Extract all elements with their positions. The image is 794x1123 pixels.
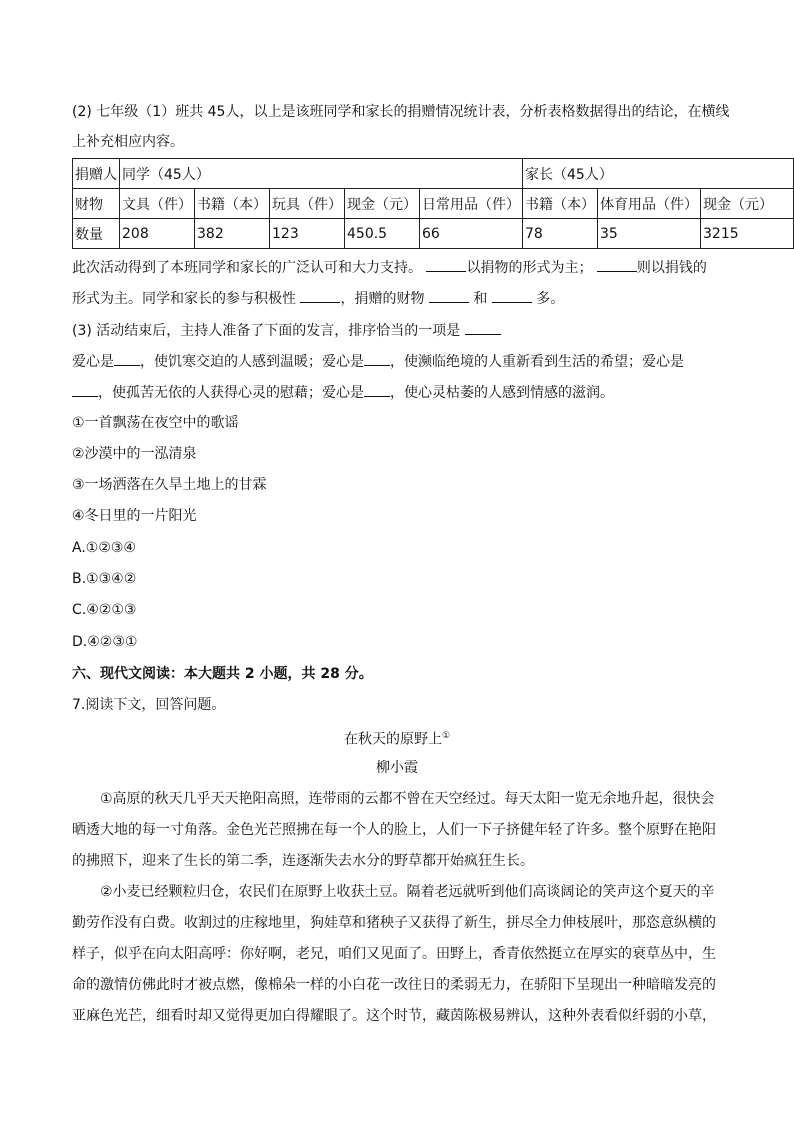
answer-blank	[465, 320, 501, 335]
conclusion-text: 则以捐钱的	[636, 260, 707, 276]
article-title-text: 在秋天的原野上	[343, 731, 442, 748]
table-cell: 450.5	[345, 219, 420, 249]
paragraph-2-line: 勤劳作没有白费。收割过的庄稼地里，狗娃草和猪秧子又获得了新生，拼尽全力伸枝展叶，那恣意纵横的	[72, 915, 716, 931]
list-item: ②沙漠中的一泓清泉	[72, 446, 197, 462]
paragraph-1-line: ①高原的秋天几乎天天艳阳高照，连带雨的云都不曾在天空经过。每天太阳一览无余地升起，很快会	[100, 791, 715, 807]
option-d: D.④②③①	[72, 634, 138, 650]
list-item: ①一首飘荡在夜空中的歌谣	[72, 415, 239, 431]
sentence-line-2	[72, 382, 614, 403]
conclusion-text: 形式为主。同学和家长的参与积极性	[72, 291, 296, 307]
sentence-text: ，使孤苦无依的人获得心灵的慰藉；爱心是	[98, 385, 364, 401]
sentence-text: 爱心是	[72, 354, 114, 370]
table-cell: 财物	[73, 189, 120, 219]
table-cell: 捐赠人	[73, 159, 120, 189]
table-cell: 382	[195, 219, 270, 249]
donation-table	[72, 158, 794, 249]
table-cell: 体育用品（件）	[598, 189, 701, 219]
paragraph-2-line: 亚麻色光芒，细看时却又觉得更加白得耀眼了。这个时节，藏茵陈极易辨认，这种外表看似纤弱的小草，	[72, 1008, 716, 1024]
question-7-prompt: 7.阅读下文，回答问题。	[72, 697, 226, 713]
answer-blank	[300, 288, 340, 303]
conclusion-text: 多。	[536, 291, 565, 307]
answer-blank	[364, 382, 390, 397]
sentence-line-1	[72, 351, 684, 372]
conclusion-line-1	[72, 257, 707, 278]
answer-blank	[492, 288, 532, 303]
answer-blank	[72, 382, 98, 397]
paragraph-1-line: 的拂照下，迎来了生长的第二季，连逐渐失去水分的野草都开始疯狂生长。	[72, 853, 534, 869]
paragraph-2-line: 命的激情仿佛此时才被点燃，像棉朵一样的小白花一改往日的柔弱无力，在骄阳下呈现出一种暗暗发亮的	[72, 977, 716, 993]
conclusion-text: 以捐物的形式为主；	[466, 260, 593, 276]
table-row-quantities	[73, 219, 794, 249]
article-author: 柳小霞	[376, 760, 418, 776]
table-cell: 文具（件）	[120, 189, 195, 219]
answer-blank	[429, 288, 469, 303]
conclusion-line-2	[72, 288, 564, 309]
table-cell: 现金（元）	[345, 189, 420, 219]
question-2-line-2: 上补充相应内容。	[72, 134, 184, 150]
sentence-text: ，使濒临绝境的人重新看到生活的希望；爱心是	[390, 354, 684, 370]
conclusion-text: ，捐赠的财物	[340, 291, 425, 307]
table-cell: 书籍（本）	[195, 189, 270, 219]
paragraph-2-line: ②小麦已经颗粒归仓，农民们在原野上收获土豆。隔着老远就听到他们高谈阔论的笑声这个夏天的辛	[100, 884, 715, 900]
table-cell: 书籍（本）	[523, 189, 598, 219]
sentence-text: ，使饥寒交迫的人感到温暖；爱心是	[140, 354, 364, 370]
table-cell: 日常用品（件）	[420, 189, 523, 219]
table-cell: 现金（元）	[701, 189, 794, 219]
table-cell-parents: 家长（45人）	[523, 159, 794, 189]
answer-blank	[426, 257, 466, 272]
conclusion-text: 和	[473, 291, 488, 307]
table-cell: 66	[420, 219, 523, 249]
table-cell: 数量	[73, 219, 120, 249]
table-cell: 208	[120, 219, 195, 249]
table-cell: 3215	[701, 219, 794, 249]
table-cell: 35	[598, 219, 701, 249]
table-cell: 123	[270, 219, 345, 249]
table-cell-students: 同学（45人）	[120, 159, 523, 189]
option-a: A.①②③④	[72, 540, 136, 556]
option-b: B.①③④②	[72, 571, 137, 587]
section-heading: 六、现代文阅读：本大题共 2 小题，共 28 分。	[72, 666, 373, 682]
answer-blank	[597, 257, 637, 272]
answer-blank	[364, 351, 390, 366]
article-title	[0, 726, 794, 750]
option-c: C.④②①③	[72, 602, 137, 618]
question-3-line	[72, 320, 501, 341]
table-cell: 玩具（件）	[270, 189, 345, 219]
list-item: ③一场洒落在久旱土地上的甘霖	[72, 477, 267, 493]
table-row-header	[73, 159, 794, 189]
answer-blank	[114, 351, 140, 366]
footnote-mark: ①	[441, 731, 451, 741]
question-2-line-1: (2) 七年级（1）班共 45人，以上是该班同学和家长的捐赠情况统计表，分析表格数据得出的结论，在横线	[72, 104, 730, 120]
list-item: ④冬日里的一片阳光	[72, 508, 197, 524]
paragraph-2-line: 样子，似乎在向太阳高呼：你好啊，老兄，咱们又见面了。田野上，香青依然挺立在厚实的衰草丛中，生	[72, 946, 716, 962]
sentence-text: ，使心灵枯萎的人感到情感的滋润。	[390, 385, 614, 401]
table-cell: 78	[523, 219, 598, 249]
question-3-text: (3) 活动结束后，主持人准备了下面的发言，排序恰当的一项是	[72, 323, 461, 339]
table-row-items	[73, 189, 794, 219]
conclusion-text: 此次活动得到了本班同学和家长的广泛认可和大力支持。	[72, 260, 422, 276]
paragraph-1-line: 晒透大地的每一寸角落。金色光芒照拂在每一个人的脸上，人们一下子挤健年轻了许多。整个原野在艳阳	[72, 822, 716, 838]
